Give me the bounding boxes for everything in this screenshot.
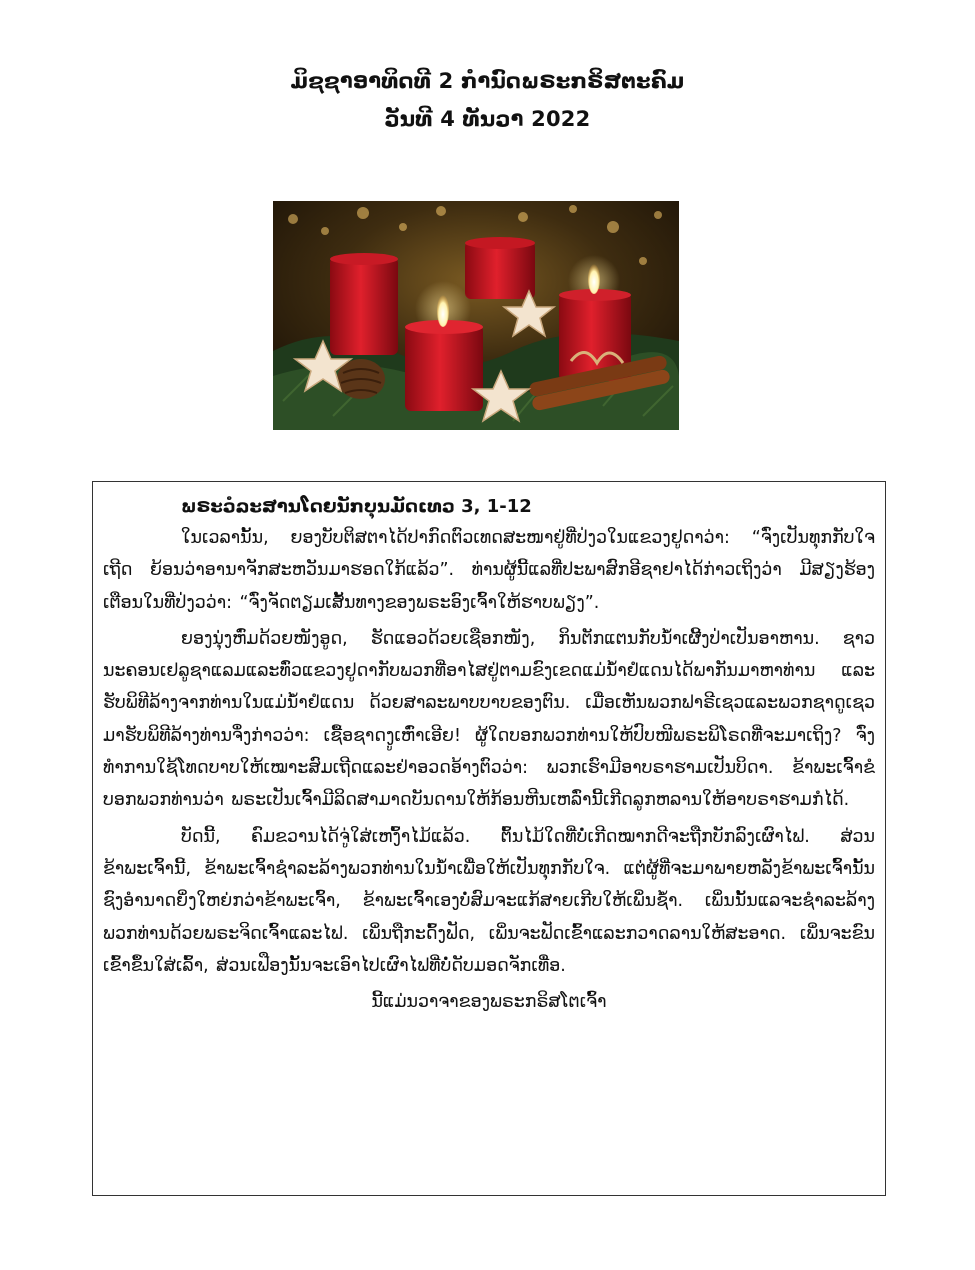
reading-paragraph: ໃນເວລານັ້ນ, ຍອງບັບຕິສຕາໄດ້ປາກົດຕົວເທດສະໜາຢູ່ທີ່ປ່ງວໃນແຂວງຢູດາວ່າ: “ຈົ່ງເປັນທຸກກັບໃຈເຖີດ ຍ້ອນວ່າອານາຈັກສະຫວັນມາຮອດໃກ້ແລ້ວ”. ທ່ານຜູ້ນີ້ແລທີ່ປະພາສົກອີຊາຢາໄດ້ກ່າວເຖິງວ່າ ມີສຽງຮ້ອງເຕືອນໃນທີ່ປ່ງວວ່າ: “ຈົ່ງຈັດຕຽມເສັ້ນທາງຂອງພຣະອົງເຈົ້າໃຫ້ຮາບພຽງ”.	[103, 528, 875, 613]
gospel-reading-box	[92, 481, 886, 1196]
reading-closing: ນີ້ແມ່ນວາຈາຂອງພຣະກຣິສໂຕເຈົ້າ	[371, 992, 607, 1013]
document-header	[0, 62, 975, 138]
reading-paragraph: ຍອງນຸ່ງຫົ່ມດ້ວຍໜັງອູດ, ຮັດແອວດ້ວຍເຊືອກໜັງ, ກິນຕັກແຕນກັບນໍ້າເຜີ້ງປ່າເປັນອາຫານ. ຊາວນະຄອນເຢລູຊາແລມແລະທົ່ວແຂວງຢູດາກັບພວກທີ່ອາໄສຢູ່ຕາມຂົງເຂດແມ່ນໍ້າຢໍແດນໄດ້ພາກັນມາຫາທ່ານ ແລະຮັບພິທີລ້າງຈາກທ່ານໃນແມ່ນໍ້າຢໍແດນ ດ້ວຍສາລະພາບບາບຂອງຕົນ. ເມື່ອເຫັນພວກຟາຣີເຊວແລະພວກຊາດູເຊວມາຮັບພິທີລ້າງທ່ານຈຶ່ງກ່າວວ່າ: ເຊື້ອຊາດງູເຫົ່າເອີຍ! ຜູ້ໃດບອກພວກທ່ານໃຫ້ປົບໜີພຣະພິໂຣດທີ່ຈະມາເຖິງ? ຈົ່ງທຳການໃຊ້ໂທດບາບໃຫ້ເໝາະສົມເຖີດແລະຢ່າອວດອ້າງຕົວວ່າ: ພວກເຮົາມີອາບຣາຮາມເປັນບິດາ. ຂ້າພະເຈົ້າຂໍບອກພວກທ່ານວ່າ ພຣະເປັນເຈົ້າມີລິດສາມາດບັນດານໃຫ້ກ້ອນຫີນເຫລົ່ານີ້ເກີດລູກຫລານໃຫ້ອາບຣາຮາມກໍໄດ້.	[103, 628, 875, 811]
advent-candles-photo	[273, 201, 679, 430]
reading-paragraph: ບັດນີ້, ຄົມຂວານໄດ້ຈູ່ໃສ່ເຫງົ້າໄມ້ແລ້ວ. ຕົ້ນໄມ້ໃດທີ່ບໍ່ເກີດໝາກດີຈະຖືກບັກລົງເຜົາໄຟ. ສ່ວນຂ້າພະເຈົ້ານີ້, ຂ້າພະເຈົ້າຊຳລະລ້າງພວກທ່ານໃນນໍ້າເພື່ອໃຫ້ເປັນທຸກກັບໃຈ. ແຕ່ຜູ້ທີ່ຈະມາພາຍຫລັງຂ້າພະເຈົ້ານັ້ນ ຊົງອຳນາດຍິ່ງໃຫຍ່ກວ່າຂ້າພະເຈົ້າ, ຂ້າພະເຈົ້າເອງບໍ່ສົມຈະແກ້ສາຍເກີບໃຫ້ເພິ່ນຊໍ້າ. ເພິ່ນນັ້ນແລຈະຊຳລະລ້າງພວກທ່ານດ້ວຍພຣະຈິດເຈົ້າແລະໄຟ. ເພິ່ນຖືກະດົ້ງຟັດ, ເພິ່ນຈະຟັດເຂົ້າແລະກວາດລານໃຫ້ສະອາດ. ເພິ່ນຈະຂົນເຂົ້າຂຶ້ນໃສ່ເລົ້າ, ສ່ວນເຟືອງນັ້ນຈະເອົາໄປເຜົາໄຟທີ່ບໍ່ດັບມອດຈັກເທື່ອ.	[103, 826, 875, 976]
reading-title: ພຣະວໍລະສານໂດຍນັກບຸນມັດເທວ 3, 1-12	[181, 496, 532, 517]
mass-title: ມິຊຊາອາທິດທີ 2 ກຳນົດພຣະກຣິສຕະຄົມ	[290, 69, 685, 93]
mass-date: ວັນທີ 4 ທັນວາ 2022	[384, 107, 591, 131]
